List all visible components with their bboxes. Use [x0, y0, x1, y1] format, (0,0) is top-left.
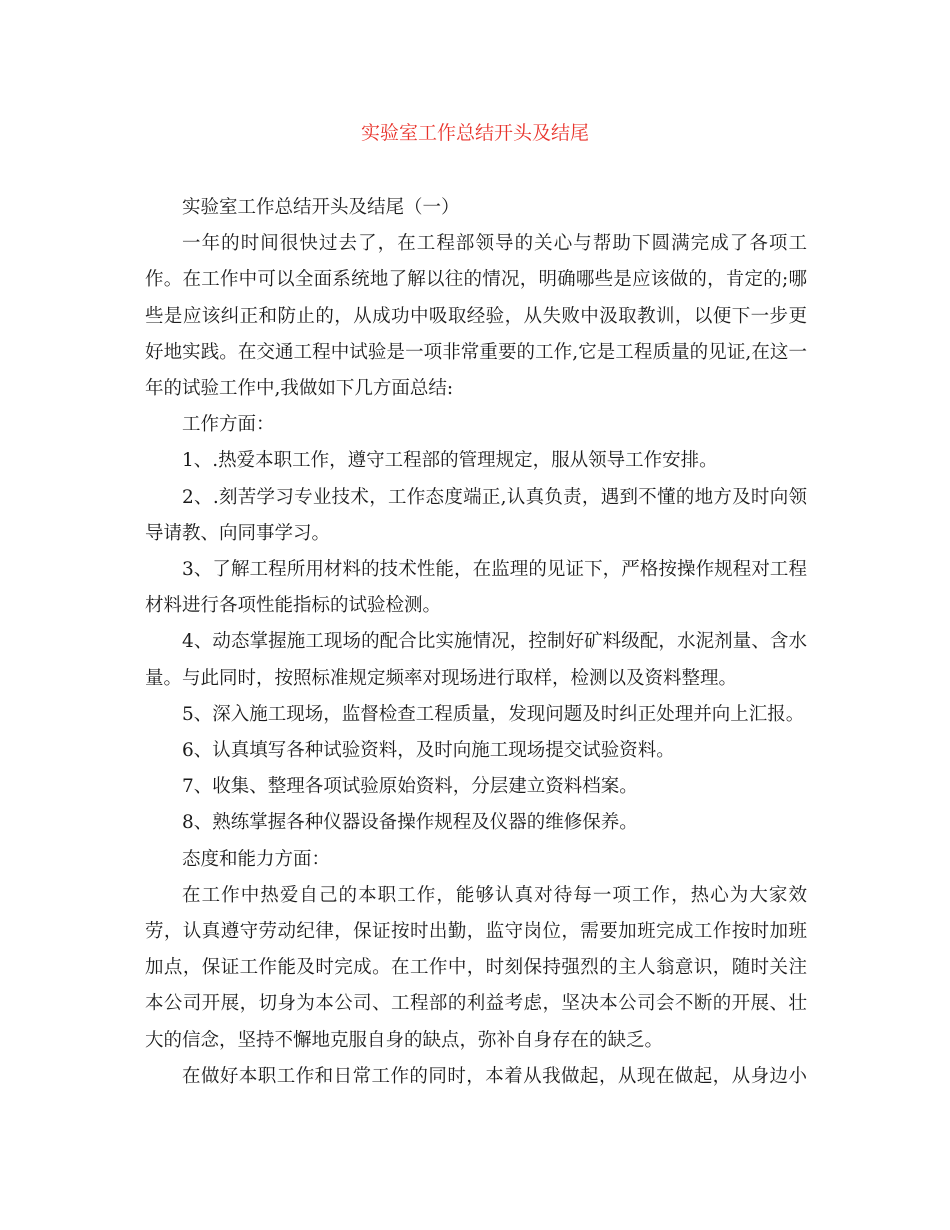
document-body — [145, 190, 807, 1095]
work-item-3: 3、了解工程所用材料的技术性能，在监理的见证下，严格按操作规程对工程材料进行各项性能指标的试验检测。 — [145, 559, 807, 617]
closing-paragraph: 在做好本职工作和日常工作的同时，本着从我做起，从现在做起，从身边小 — [182, 1065, 807, 1087]
attitude-heading: 态度和能力方面： — [182, 848, 331, 870]
work-item-5: 5、深入施工现场，监督检查工程质量，发现问题及时纠正处理并向上汇报。 — [182, 703, 805, 725]
work-item-2: 2、.刻苦学习专业技术，工作态度端正,认真负责，遇到不懂的地方及时向领导请教、向同事学习。 — [145, 486, 807, 544]
work-item-6: 6、认真填写各种试验资料，及时向施工现场提交试验资料。 — [182, 740, 675, 762]
work-item-4: 4、动态掌握施工现场的配合比实施情况，控制好矿料级配，水泥剂量、含水量。与此同时，按照标准规定频率对现场进行取样，检测以及资料整理。 — [145, 631, 807, 689]
intro-paragraph: 一年的时间很快过去了，在工程部领导的关心与帮助下圆满完成了各项工作。在工作中可以全面系统地了解以往的情况，明确哪些是应该做的，肯定的;哪些是应该纠正和防止的，从成功中吸取经验，从失败中汲取教训，以便下一步更好地实践。在交通工程中试验是一项非常重要的工作,它是工程质量的见证,在这一年的试验工作中,我做如下几方面总结: — [145, 233, 807, 400]
work-item-8: 8、熟练掌握各种仪器设备操作规程及仪器的维修保养。 — [182, 812, 638, 834]
document-title: 实验室工作总结开头及结尾 — [360, 122, 589, 144]
section-heading: 实验室工作总结开头及结尾（一） — [182, 197, 460, 218]
work-aspect-heading: 工作方面： — [182, 414, 275, 436]
attitude-paragraph: 在工作中热爱自己的本职工作，能够认真对待每一项工作，热心为大家效劳，认真遵守劳动纪律，保证按时出勤，监守岗位，需要加班完成工作按时加班加点，保证工作能及时完成。在工作中，时刻保持强烈的主人翁意识，随时关注本公司开展，切身为本公司、工程部的利益考虑，坚决本公司会不断的开展、壮大的信念，坚持不懈地克服自身的缺点，弥补自身存在的缺乏。 — [145, 884, 807, 1051]
work-item-7: 7、收集、整理各项试验原始资料，分层建立资料档案。 — [182, 776, 638, 798]
work-item-1: 1、.热爱本职工作，遵守工程部的管理规定，服从领导工作安排。 — [182, 450, 718, 472]
